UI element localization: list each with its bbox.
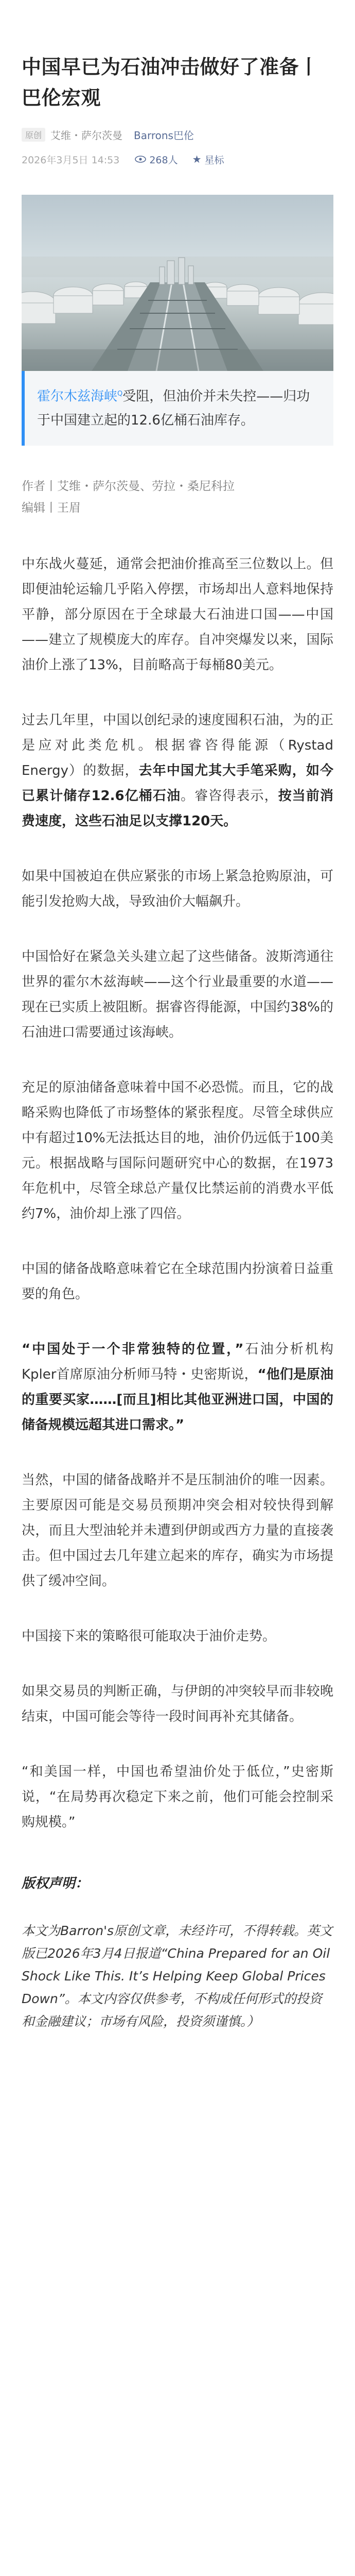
paragraph-2-highlight-2: 按当前消费速度，这些石油足以支撑120天。 bbox=[22, 788, 333, 829]
paragraph-4: 中国恰好在紧急关头建立起了这些储备。波斯湾通往世界的霍尔木兹海峡——这个行业最重要的水道——现在已实质上被阻断。据睿咨得能源，中国约38%的石油进口需要通过该海峡。 bbox=[22, 948, 333, 1040]
paragraph-2-c: 。睿咨得表示， bbox=[181, 788, 278, 804]
article-credits bbox=[22, 476, 333, 519]
eye-icon bbox=[135, 156, 146, 163]
star-label: 星标 bbox=[204, 154, 224, 166]
oil-storage-illustration bbox=[22, 195, 333, 371]
paragraph-7 bbox=[22, 1337, 333, 1438]
paragraph-2 bbox=[22, 708, 333, 834]
paragraph-9: 中国接下来的策略很可能取决于油价走势。 bbox=[22, 1628, 276, 1644]
quote-2: “他们是原油的重要买家……[而且]相比其他亚洲进口国，中国的储备规模远超其进口需求。” bbox=[22, 1366, 333, 1433]
caption-text: 受阻，但油价并未失控——归功于中国建立起的12.6亿桶石油库存。 bbox=[37, 388, 310, 428]
paragraph-6: 中国的储备战略意味着它在全球范围内扮演着日益重要的角色。 bbox=[22, 1261, 333, 1302]
original-badge: 原创 bbox=[22, 128, 45, 142]
star-icon: ★ bbox=[192, 153, 202, 165]
hero-image bbox=[22, 195, 333, 371]
article-meta bbox=[22, 127, 333, 142]
article-stats bbox=[22, 151, 333, 167]
author-name: 艾维・萨尔茨曼 bbox=[50, 129, 123, 142]
paragraph-5: 充足的原油储备意味着中国不必恐慌。而且，它的战略采购也降低了市场整体的紧张程度。尽管全球供应中有超过10%无法抵达目的地，油价仍远低于100美元。根据战略与国际问题研究中心的数据，在1973年危机中，尽管全球总产量仅比禁运前的消费水平低约7%，油价却上涨了四倍。 bbox=[22, 1079, 333, 1222]
quote-1: “中国处于一个非常独特的位置，” bbox=[22, 1341, 244, 1357]
star-button[interactable] bbox=[192, 152, 224, 166]
paragraph-11: “和美国一样，中国也希望油价处于低位，”史密斯说，“在局势再次稳定下来之前，他们可能会控制采购规模。” bbox=[22, 1764, 333, 1830]
credits-author: 作者丨艾维・萨尔茨曼、劳拉・桑尼科拉 bbox=[22, 479, 235, 493]
read-count bbox=[135, 152, 177, 166]
paragraph-2-a: 过去几年里，中国以创纪录的速度囤积石油，为的正是应对此类危机。根据睿咨得能源（Rystad Energy）的数据， bbox=[22, 712, 333, 778]
copyright-notice: 本文为Barron's原创文章，未经许可，不得转载。英文版已2026年3月4日报道“China Prepared for an Oil Shock Like This. It’s Helping Keep Global Prices Down”。本文内容仅供参考，不构成任何形式的投资和金融建议；市场有风险，投资须谨慎。） bbox=[22, 1923, 333, 2029]
caption-link[interactable]: 霍尔木兹海峡 bbox=[37, 388, 118, 404]
paragraph-2-highlight-1: 去年中国尤其大手笔采购，如今已累计储存12.6亿桶石油 bbox=[22, 762, 333, 804]
account-link[interactable]: Barrons巴伦 bbox=[134, 129, 194, 142]
image-caption bbox=[22, 371, 333, 446]
read-count-value: 268人 bbox=[149, 154, 178, 166]
paragraph-3: 如果中国被迫在供应紧张的市场上紧急抢购原油，可能引发抢购大战，导致油价大幅飙升。 bbox=[22, 868, 333, 909]
paragraph-8: 当然，中国的储备战略并不是压制油价的唯一因素。主要原因可能是交易员预期冲突会相对较快得到解决，而且大型油轮并未遭到伊朗或西方力量的直接袭击。但中国过去几年建立起来的库存，确实为市场提供了缓冲空间。 bbox=[22, 1472, 333, 1589]
credits-editor: 编辑丨王眉 bbox=[22, 501, 81, 515]
copyright-title: 版权声明： bbox=[22, 1875, 89, 1891]
article-title: 中国早已为石油冲击做好了准备丨巴伦宏观 bbox=[22, 56, 319, 109]
quote-attribution: 石油分析机构Kpler首席原油分析师马特・史密斯说， bbox=[22, 1341, 333, 1382]
link-marker-icon: Q bbox=[117, 390, 123, 398]
paragraph-10: 如果交易员的判断正确，与伊朗的冲突较早而非较晚结束，中国可能会等待一段时间再补充其储备。 bbox=[22, 1683, 333, 1724]
paragraph-1: 中东战火蔓延，通常会把油价推高至三位数以上。但即便油轮运输几乎陷入停摆，市场却出人意料地保持平静，部分原因在于全球最大石油进口国——中国——建立了规模庞大的库存。自冲突爆发以来，国际油价上涨了13%，目前略高于每桶80美元。 bbox=[22, 556, 333, 673]
publish-time: 2026年3月5日 14:53 bbox=[22, 154, 120, 166]
